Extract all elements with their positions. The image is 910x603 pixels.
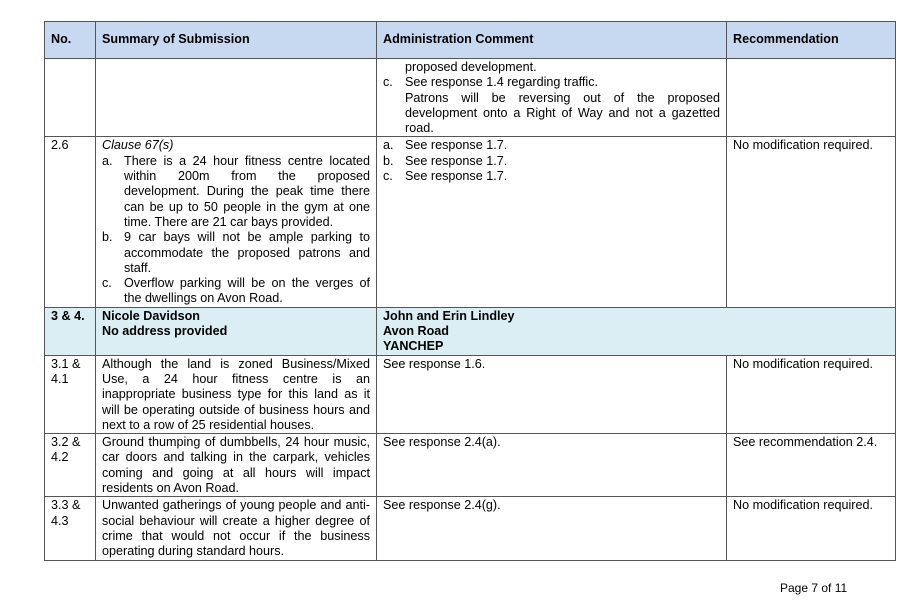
- list-item: [383, 169, 720, 184]
- list-item: [102, 154, 370, 230]
- cell-summary: [96, 137, 377, 307]
- header-summary: Summary of Submission: [96, 22, 377, 59]
- list-marker: c.: [383, 75, 393, 90]
- cell-recommendation: No modification required.: [727, 355, 896, 433]
- comment-list: [383, 138, 720, 184]
- list-text: See response 1.7.: [405, 169, 508, 184]
- cell-summary: Ground thumping of dumbbells, 24 hour music, car doors and talking in the carpark, vehicles coming and going at all hours will impact residents on Avon Road.: [96, 434, 377, 497]
- table-row: [45, 59, 896, 137]
- section-row: [45, 307, 896, 355]
- list-marker: a.: [383, 138, 394, 153]
- cell-summary: [96, 59, 377, 137]
- header-recommendation: Recommendation: [727, 22, 896, 59]
- submitter-name: John and Erin Lindley: [383, 308, 515, 323]
- clause-label: Clause 67(s): [102, 138, 174, 153]
- list-item: [383, 154, 720, 169]
- cell-summary: Although the land is zoned Business/Mixed Use, a 24 hour fitness centre is an inappropriate business type for this land as it will be operating outside of business hours and next to a row of 25 residential houses.: [96, 355, 377, 433]
- comment-text: proposed development.: [405, 60, 537, 74]
- header-row: [45, 22, 896, 59]
- list-marker: b.: [383, 153, 394, 168]
- list-item: [102, 276, 370, 307]
- cell-comment: See response 2.4(a).: [377, 434, 727, 497]
- cell-no: 2.6: [45, 137, 96, 307]
- submitter-street: Avon Road: [383, 324, 450, 339]
- page-number: Page 7 of 11: [780, 581, 848, 595]
- cell-recommendation: No modification required.: [727, 137, 896, 307]
- submitter-address: No address provided: [102, 324, 228, 339]
- list-text: 9 car bays will not be ample parking to accommodate the proposed patrons and staff.: [124, 230, 370, 275]
- table-row: [45, 137, 896, 307]
- section-no: 3 & 4.: [45, 307, 96, 355]
- table-row: [45, 497, 896, 560]
- cell-no: 3.2 & 4.2: [45, 434, 96, 497]
- cell-recommendation: See recommendation 2.4.: [727, 434, 896, 497]
- cell-no: 3.1 & 4.1: [45, 355, 96, 433]
- header-no: No.: [45, 22, 96, 59]
- cell-recommendation: [727, 59, 896, 137]
- list-text: See response 1.7.: [405, 138, 508, 153]
- table-row: [45, 355, 896, 433]
- list-marker: c.: [102, 276, 112, 291]
- submitter-suburb: YANCHEP: [383, 339, 444, 354]
- list-text: There is a 24 hour fitness centre located within 200m from the proposed development. During the peak time there can be up to 50 people in the gym at one time. There are 21 car bays provided.: [124, 153, 370, 229]
- header-comment: Administration Comment: [377, 22, 727, 59]
- cell-no: [45, 59, 96, 137]
- list-item: [102, 230, 370, 276]
- list-marker: a.: [102, 153, 113, 168]
- cell-comment: See response 1.6.: [377, 355, 727, 433]
- cell-comment: [377, 137, 727, 307]
- comment-text: Patrons will be reversing out of the proposed development onto a Right of Way and not a gazetted road.: [405, 90, 720, 136]
- submissions-table: [44, 21, 896, 561]
- list-text: See response 1.4 regarding traffic.: [405, 75, 598, 90]
- section-submitter-2: [377, 307, 896, 355]
- cell-no: 3.3 & 4.3: [45, 497, 96, 560]
- list-item: [383, 75, 720, 90]
- summary-list: [102, 154, 370, 307]
- cell-summary: Unwanted gatherings of young people and anti-social behaviour will create a higher degree of crime that would not occur if the business operating during standard hours.: [96, 497, 377, 560]
- comment-list: [383, 75, 720, 90]
- cell-recommendation: No modification required.: [727, 497, 896, 560]
- cell-comment: [377, 59, 727, 137]
- list-text: Overflow parking will be on the verges of the dwellings on Avon Road.: [124, 276, 370, 306]
- list-marker: b.: [102, 230, 113, 245]
- list-marker: c.: [383, 169, 393, 184]
- list-item: [383, 138, 720, 153]
- list-text: See response 1.7.: [405, 153, 508, 168]
- submitter-name: Nicole Davidson: [102, 308, 200, 323]
- cell-comment: See response 2.4(g).: [377, 497, 727, 560]
- section-submitter-1: [96, 307, 377, 355]
- table-row: [45, 434, 896, 497]
